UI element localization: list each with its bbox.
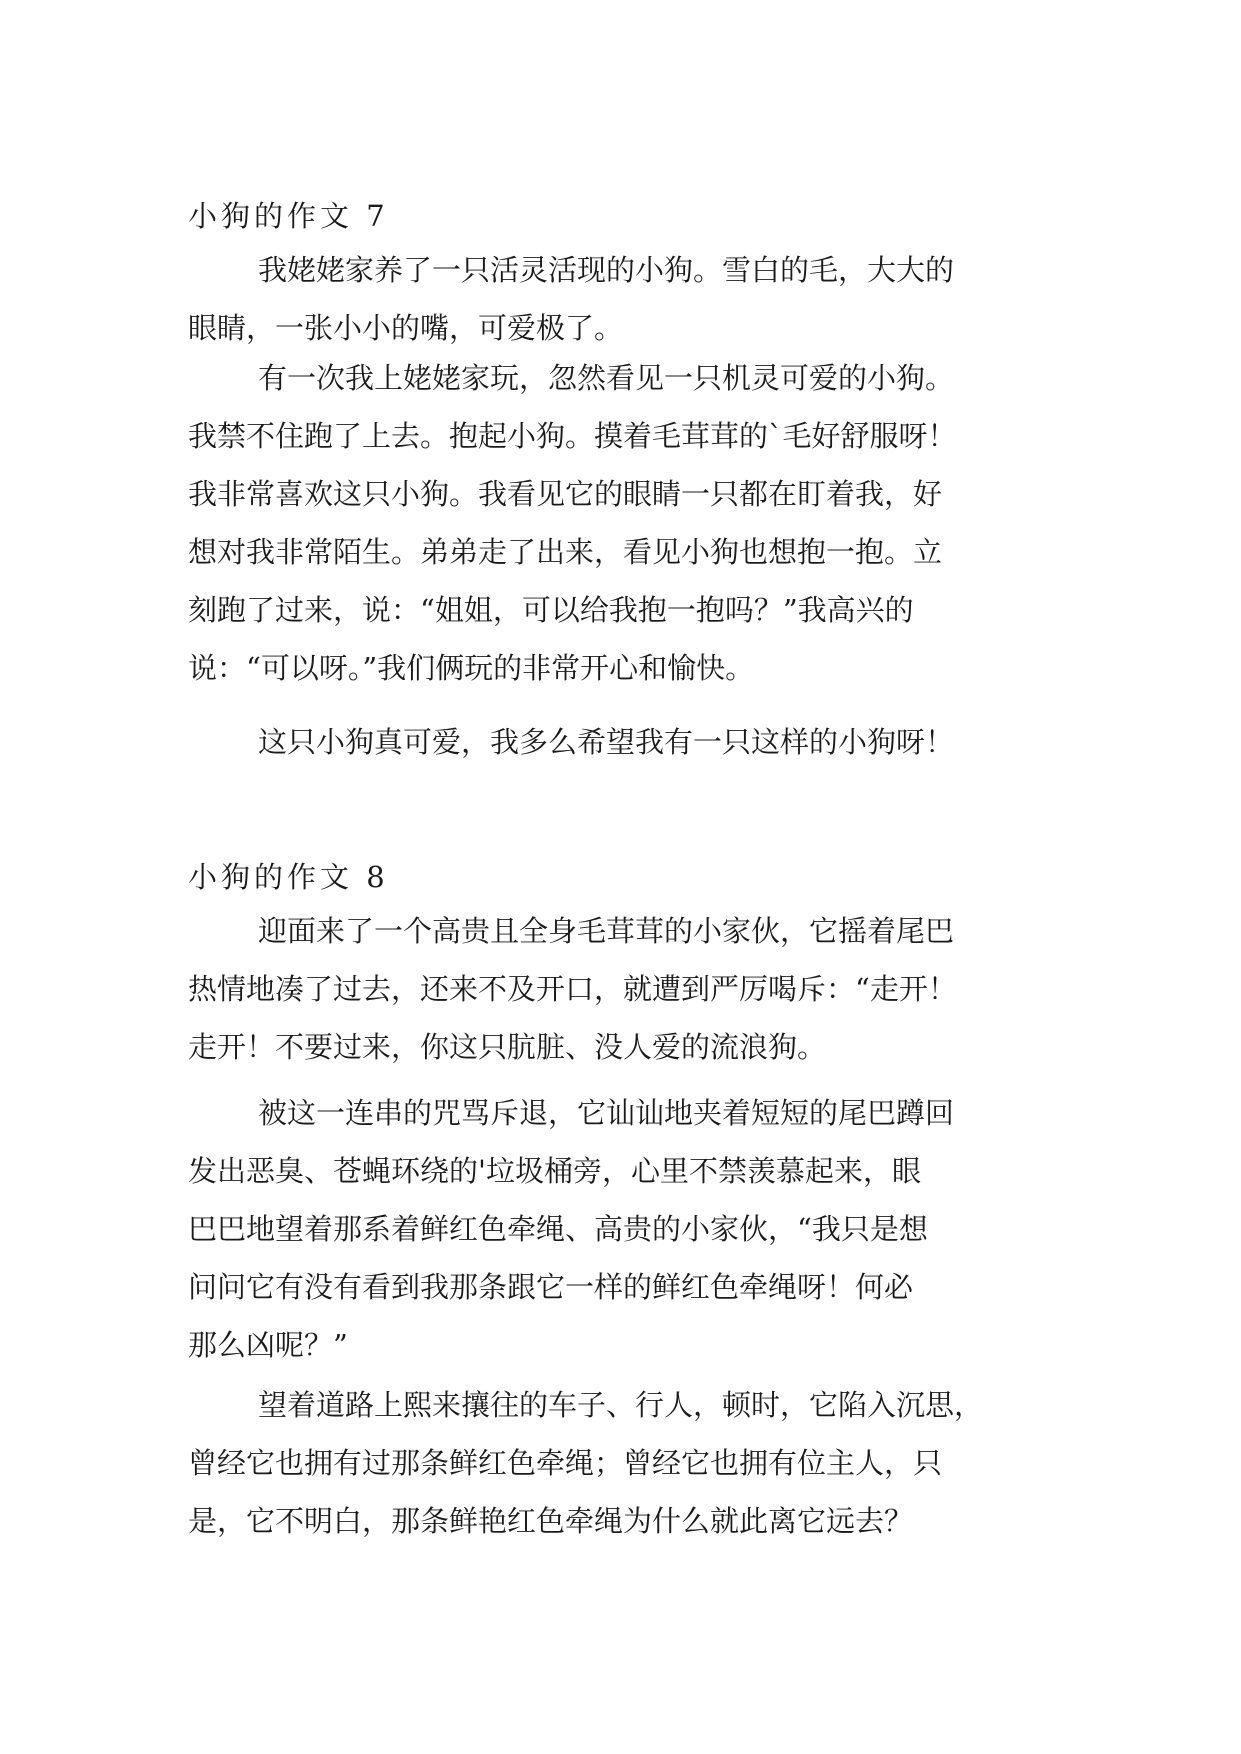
text-line: 这只小狗真可爱，我多么希望我有一只这样的小狗呀！ — [258, 725, 955, 759]
text-line: 那么凶呢？” — [188, 1328, 348, 1362]
text-line: 我非常喜欢这只小狗。我看见它的眼睛一只都在盯着我，好 — [188, 477, 943, 511]
text-line: 刻跑了过来，说：“姐姐，可以给我抱一抱吗？”我高兴的 — [188, 593, 914, 627]
text-line: 问问它有没有看到我那条跟它一样的鲜红色牵绳呀！何必 — [188, 1270, 914, 1304]
text-line: 望着道路上熙来攘往的车子、行人，顿时，它陷入沉思， — [258, 1388, 984, 1422]
text-line: 被这一连串的咒骂斥退，它讪讪地夹着短短的尾巴蹲回 — [258, 1096, 955, 1130]
text-line: 热情地凑了过去，还来不及开口，就遭到严厉喝斥：“走开！ — [188, 972, 957, 1006]
text-line: 走开！不要过来，你这只肮脏、没人爱的流浪狗。 — [188, 1030, 827, 1064]
text-line: 发出恶臭、苍蝇环绕的'垃圾桶旁，心里不禁羡慕起来，眼 — [188, 1154, 921, 1188]
paragraph-8-2 — [188, 1084, 1064, 1374]
paragraph-8-1 — [188, 902, 1064, 1076]
text-line: 眼睛，一张小小的嘴，可爱极了。 — [188, 311, 624, 345]
paragraph-7-2 — [188, 349, 1064, 697]
paragraph-7-3 — [188, 713, 1064, 771]
text-line: 想对我非常陌生。弟弟走了出来，看见小狗也想抱一抱。立 — [188, 535, 943, 569]
text-line: 有一次我上姥姥家玩，忽然看见一只机灵可爱的小狗。 — [258, 361, 955, 395]
paragraph-8-3 — [188, 1376, 1064, 1550]
text-line: 我禁不住跑了上去。抱起小狗。摸着毛茸茸的`毛好舒服呀！ — [188, 419, 957, 453]
section-title-7: 小狗的作文 7 — [188, 199, 389, 233]
text-line: 说：“可以呀。”我们俩玩的非常开心和愉快。 — [188, 651, 755, 685]
text-line: 曾经它也拥有过那条鲜红色牵绳；曾经它也拥有位主人，只 — [188, 1446, 943, 1480]
text-line: 我姥姥家养了一只活灵活现的小狗。雪白的毛，大大的 — [258, 253, 955, 287]
text-line: 巴巴地望着那系着鲜红色牵绳、高贵的小家伙，“我只是想 — [188, 1212, 928, 1246]
text-line: 迎面来了一个高贵且全身毛茸茸的小家伙，它摇着尾巴 — [258, 914, 955, 948]
text-line: 是，它不明白，那条鲜艳红色牵绳为什么就此离它远去？ — [188, 1504, 914, 1538]
section-title-8: 小狗的作文 8 — [188, 860, 389, 894]
paragraph-7-1 — [188, 241, 1064, 357]
